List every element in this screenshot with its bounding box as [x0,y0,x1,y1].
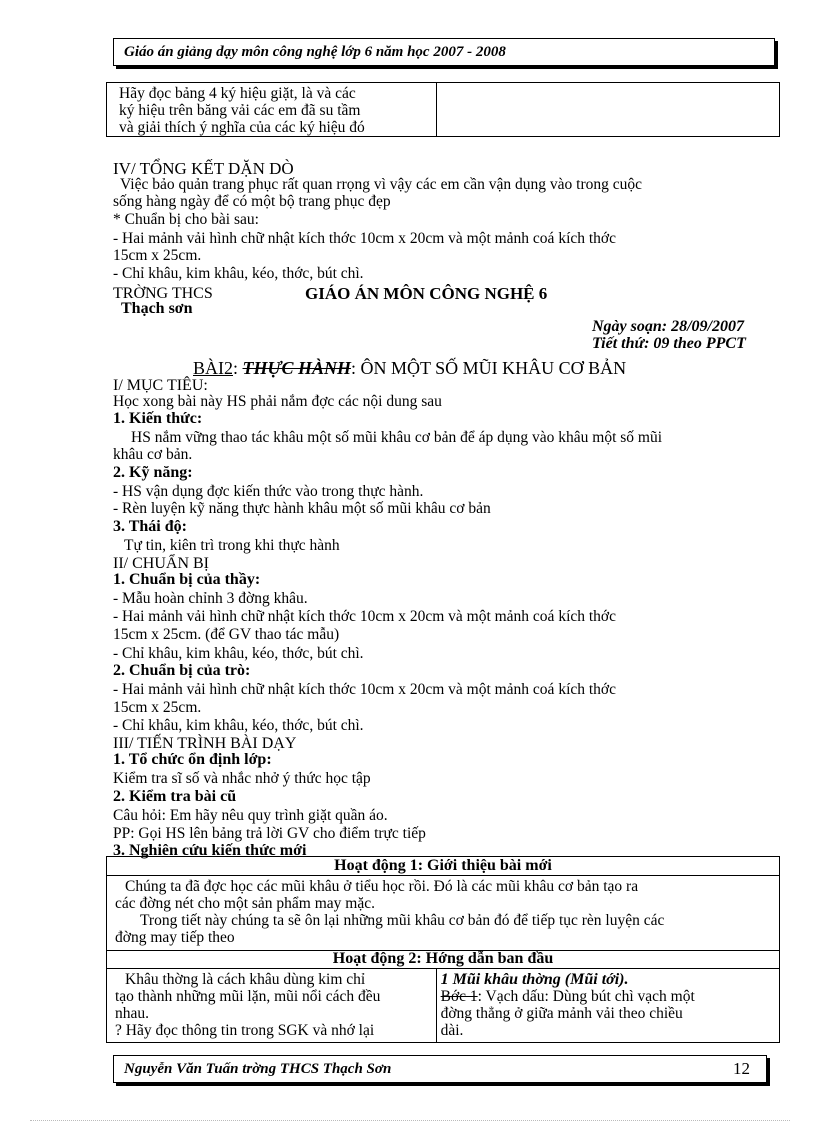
teacher-prep-line: - Mẫu hoàn chỉnh 3 đờng khâu. [113,590,308,607]
activity1-line: Trong tiết này chúng ta sẽ ôn lại những mũi khâu cơ bản đó để tiếp tục rèn luyện các [140,912,665,929]
objectives-intro: Học xong bài này HS phải nắm đợc các nội dung sau [113,393,442,410]
skills-heading: 2. Kỹ năng: [113,464,193,481]
lesson-practice: THỰC HÀNH [242,358,351,378]
activity2-left-line: ? Hãy đọc thông tin trong SGK và nhớ lại [115,1022,375,1039]
lesson-title [193,358,626,378]
teacher-prep-line: 15cm x 25cm. (để GV thao tác mẫu) [113,626,340,643]
school-sub: Thạch sơn [121,300,193,317]
class-org-heading: 1. Tổ chức ổn định lớp: [113,751,272,768]
header-title: Giáo án giảng dạy môn công nghệ lớp 6 năm học 2007 - 2008 [124,44,506,60]
lesson-prefix: BÀI2 [193,358,233,378]
knowledge-line: HS nắm vững thao tác khâu một số mũi khâu cơ bản để áp dụng vào khâu một số mũi [131,429,663,446]
check-old-line: PP: Gọi HS lên bảng trả lời GV cho điểm trực tiếp [113,825,426,842]
knowledge-line: khâu cơ bản. [113,446,193,463]
objectives-heading: I/ MỤC TIÊU: [113,377,208,394]
activity1-content [107,876,780,951]
activity1-line: các đờng nét cho một sản phẩm may mặc. [115,895,375,912]
school-name: TRỜNG THCS [113,285,213,302]
activity2-left-line: Khâu thờng là cách khâu dùng kim chỉ [125,971,366,988]
top-table-left-cell [107,83,437,137]
top-table [106,82,780,137]
page-bottom-divider [30,1120,790,1121]
section4-line: - Chỉ khâu, kim khâu, kéo, thớc, bút chì. [113,265,364,282]
stitch-step-line [441,988,775,1005]
attitude-heading: 3. Thái độ: [113,518,187,535]
section4-line: * Chuẩn bị cho bài sau: [113,211,259,228]
top-table-line: Hãy đọc bảng 4 ký hiệu giặt, là và các [119,85,356,102]
student-prep-line: - Hai mảnh vải hình chữ nhật kích thớc 10cm x 20cm và một mảnh coá kích thớc [113,681,617,698]
check-old-heading: 2. Kiểm tra bài cũ [113,788,237,805]
activity2-left-line: tạo thành những mũi lặn, mũi nổi cách đều [115,988,381,1005]
process-heading: III/ TIẾN TRÌNH BÀI DẠY [113,735,297,752]
student-prep-line: - Chỉ khâu, kim khâu, kéo, thớc, bút chì. [113,717,364,734]
stitch-step-text: : Vạch dấu: Dùng bút chì vạch một [477,988,695,1005]
page-number: 12 [733,1059,750,1078]
stitch-step-label: Bớc 1 [440,988,478,1005]
footer-author: Nguyễn Văn Tuấn trờng THCS Thạch Sơn [124,1061,392,1077]
teacher-prep-heading: 1. Chuẩn bị của thầy: [113,571,261,588]
section4-line: 15cm x 25cm. [113,247,202,264]
period-number: Tiết thứ: 09 theo PPCT [592,335,746,352]
skills-line: - HS vận dụng đợc kiến thức vào trong thực hành. [113,483,424,500]
stitch-title: 1 Mũi khâu thờng (Mũi tới). [440,971,629,988]
lesson-name: : ÔN MỘT SỐ MŨI KHÂU CƠ BẢN [350,358,627,378]
activity2-left-line: nhau. [115,1005,150,1022]
new-knowledge-heading: 3. Nghiên cứu kiến thức mới [113,842,307,859]
section4-heading: IV/ TỔNG KẾT DẶN DÒ [113,159,294,178]
stitch-step-line: đờng thẳng ở giữa mảnh vải theo chiều [440,1005,683,1022]
knowledge-heading: 1. Kiến thức: [113,410,203,427]
activity1-line: đờng may tiếp theo [115,929,235,946]
teacher-prep-line: - Hai mảnh vải hình chữ nhật kích thớc 10cm x 20cm và một mảnh coá kích thớc [113,608,617,625]
check-old-line: Câu hỏi: Em hãy nêu quy trình giặt quần áo. [113,807,388,824]
preparation-heading: II/ CHUẨN BỊ [113,555,209,572]
top-table-line: và giải thích ý nghĩa của các ký hiệu đó [119,119,365,136]
teacher-prep-line: - Chỉ khâu, kim khâu, kéo, thớc, bút chì. [113,645,364,662]
page-footer [113,1055,767,1083]
top-table-right-cell [436,83,779,137]
class-org-line: Kiểm tra sĩ số và nhắc nhở ý thức học tập [113,770,371,787]
stitch-step-line: dài. [440,1022,464,1039]
prep-date: Ngày soạn: 28/09/2007 [592,318,744,335]
activity1-title: Hoạt động 1: Giới thiệu bài mới [107,857,780,876]
lesson-plan-title: GIÁO ÁN MÔN CÔNG NGHỆ 6 [305,284,548,303]
attitude-line: Tự tin, kiên trì trong khi thực hành [124,537,340,554]
student-prep-line: 15cm x 25cm. [113,699,202,716]
student-prep-heading: 2. Chuẩn bị của trò: [113,662,251,679]
page-header [113,38,775,66]
activities-table [106,856,780,1043]
activity2-right-cell [436,969,779,1043]
top-table-line: ký hiệu trên băng vải các em đã su tầm [119,102,361,119]
lesson-colon: : [233,358,239,378]
activity2-left-cell [107,969,437,1043]
activity1-line: Chúng ta đã đợc học các mũi khâu ở tiểu học rồi. Đó là các mũi khâu cơ bản tạo ra [125,878,639,895]
section4-line: Việc bảo quản trang phục rất quan rrọng vì vậy các em cần vận dụng vào trong cuộc [120,176,642,193]
skills-line: - Rèn luyện kỹ năng thực hành khâu một số mũi khâu cơ bản [113,500,491,517]
section4-line: sống hàng ngày để có một bộ trang phục đẹp [113,193,391,210]
section4-line: - Hai mảnh vải hình chữ nhật kích thớc 10cm x 20cm và một mảnh coá kích thớc [113,230,617,247]
activity2-title: Hoạt động 2: Hớng dẫn ban đầu [107,951,780,969]
